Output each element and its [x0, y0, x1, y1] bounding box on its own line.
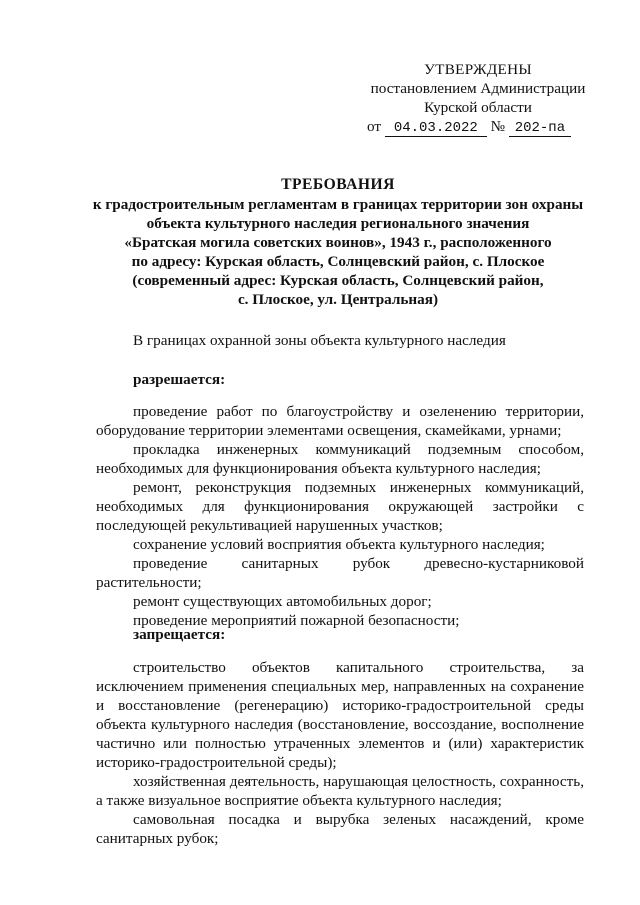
forbidden-label: запрещается:: [133, 626, 226, 643]
allowed-label: разрешается:: [133, 371, 226, 388]
approval-date-number-line: [363, 117, 593, 136]
heading-line: по адресу: Курская область, Солнцевский район, с. Плоское: [131, 253, 545, 270]
heading-line: к градостроительным регламентам в границах территории зон охраны: [92, 196, 584, 213]
approval-line-2: Курской области: [424, 99, 532, 116]
allowed-item: ремонт, реконструкция подземных инженерных коммуникаций, необходимых для функционирования окружающей застройки с последующей рекультивацией нарушенных участков;: [96, 479, 584, 534]
allowed-item: сохранение условий восприятия объекта культурного наследия;: [133, 536, 545, 553]
number-sign: №: [490, 118, 506, 135]
allowed-item: проведение мероприятий пожарной безопасности;: [133, 612, 460, 629]
approval-date: 04.03.2022: [385, 120, 487, 137]
approval-number: 202-па: [509, 120, 571, 137]
heading-line: объекта культурного наследия регионального значения: [146, 215, 530, 232]
intro-paragraph: [96, 331, 584, 350]
date-prefix: от: [367, 118, 382, 135]
allowed-item: ремонт существующих автомобильных дорог;: [133, 593, 432, 610]
heading-line: с. Плоское, ул. Центральная): [237, 291, 439, 308]
allowed-list: [96, 402, 584, 630]
forbidden-item: строительство объектов капитального строительства, за исключением применения специальных мер, направленных на сохранение и восстановление (регенерацию) историко-градостроительной среды объекта культурного наследия (восстановление, воссоздание, восполнение частично или полностью утраченных элементов и (или) характеристик историко-градостроительной среды);: [96, 659, 584, 771]
allowed-item: прокладка инженерных коммуникаций подземным способом, необходимых для функционирования объекта культурного наследия;: [96, 441, 584, 477]
document-title: ТРЕБОВАНИЯ: [281, 176, 395, 193]
forbidden-item: самовольная посадка и вырубка зеленых насаждений, кроме санитарных рубок;: [96, 811, 584, 847]
document-heading: [88, 175, 588, 309]
approval-title: УТВЕРЖДЕНЫ: [424, 61, 532, 78]
forbidden-item: хозяйственная деятельность, нарушающая целостность, сохранность, а также визуальное восприятие объекта культурного наследия;: [96, 773, 584, 809]
intro-text: В границах охранной зоны объекта культурного наследия: [133, 332, 506, 349]
approval-block: [363, 60, 593, 136]
heading-line: «Братская могила советских воинов», 1943 г., расположенного: [124, 234, 552, 251]
heading-line: (современный адрес: Курская область, Солнцевский район,: [132, 272, 544, 289]
allowed-item: проведение работ по благоустройству и озеленению территории, оборудование территории элементами освещения, скамейками, урнами;: [96, 403, 584, 439]
approval-line-1: постановлением Администрации: [370, 80, 586, 97]
forbidden-list: [96, 658, 584, 848]
allowed-item: проведение санитарных рубок древесно-кустарниковой растительности;: [96, 555, 584, 591]
